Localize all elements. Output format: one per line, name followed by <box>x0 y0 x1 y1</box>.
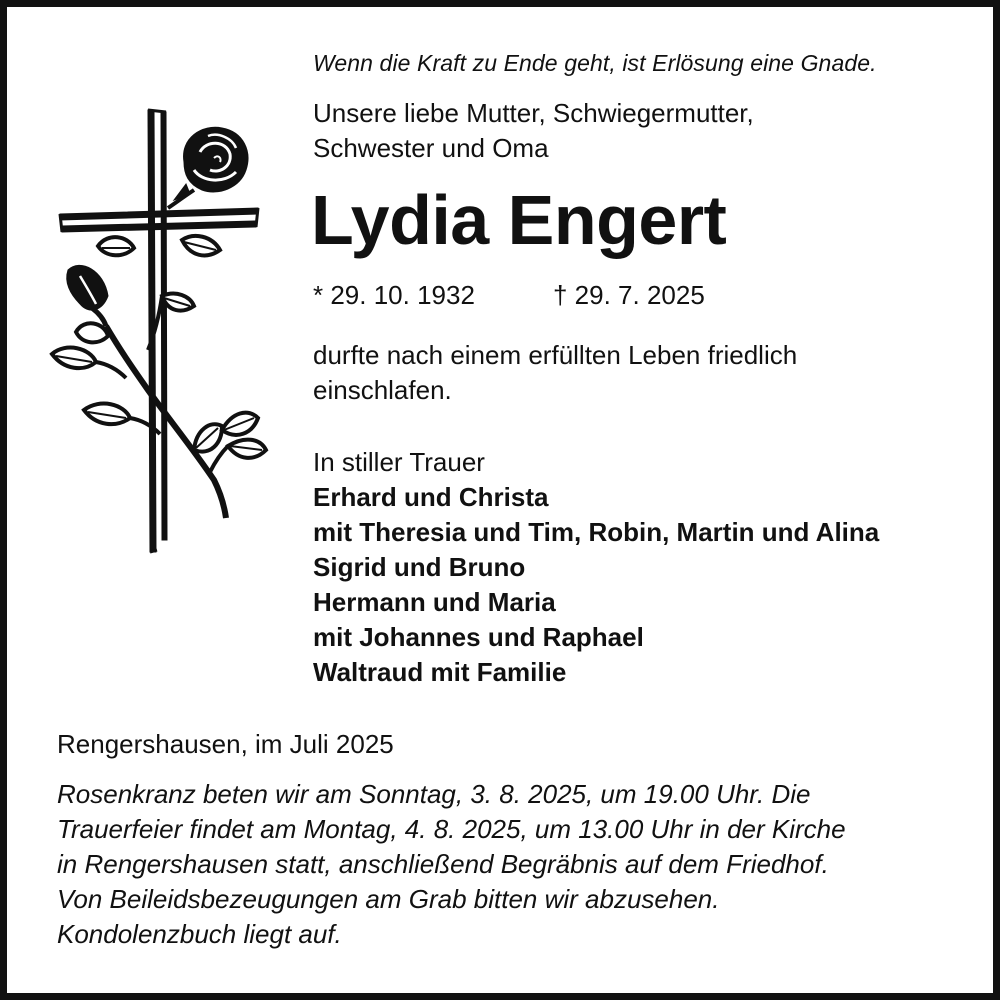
family-line: Sigrid und Bruno <box>313 552 526 582</box>
motto-text: Wenn die Kraft zu Ende geht, ist Erlösung eine Gnade. <box>313 50 877 76</box>
life-dates <box>313 280 705 311</box>
deceased-name: Lydia Engert <box>311 181 727 259</box>
family-line: mit Johannes und Raphael <box>313 622 644 652</box>
mourning-heading: In stiller Trauer <box>313 447 485 477</box>
family-line: Waltraud mit Familie <box>313 657 567 687</box>
notice-line: Kondolenzbuch liegt auf. <box>57 919 342 949</box>
service-notice <box>57 777 846 952</box>
passing-text <box>313 338 797 408</box>
passing-line: einschlafen. <box>313 375 452 405</box>
death-date: † 29. 7. 2025 <box>553 280 705 310</box>
notice-line: Rosenkranz beten wir am Sonntag, 3. 8. 2025, um 19.00 Uhr. Die <box>57 779 811 809</box>
family-line: Erhard und Christa <box>313 482 549 512</box>
birth-date: * 29. 10. 1932 <box>313 280 475 310</box>
passing-line: durfte nach einem erfüllten Leben friedlich <box>313 340 798 370</box>
place-and-date: Rengershausen, im Juli 2025 <box>57 729 394 759</box>
cross-with-rose-icon <box>44 100 274 560</box>
intro-line: Unsere liebe Mutter, Schwiegermutter, <box>313 98 754 128</box>
intro-line: Schwester und Oma <box>313 133 549 163</box>
notice-line: in Rengershausen statt, anschließend Begräbnis auf dem Friedhof. <box>57 849 829 879</box>
family-line: mit Theresia und Tim, Robin, Martin und Alina <box>313 517 880 547</box>
notice-line: Von Beileidsbezeugungen am Grab bitten wir abzusehen. <box>57 884 720 914</box>
family-line: Hermann und Maria <box>313 587 556 617</box>
mourners-block <box>313 445 879 690</box>
notice-line: Trauerfeier findet am Montag, 4. 8. 2025, um 13.00 Uhr in der Kirche <box>57 814 846 844</box>
intro-text <box>313 96 754 166</box>
